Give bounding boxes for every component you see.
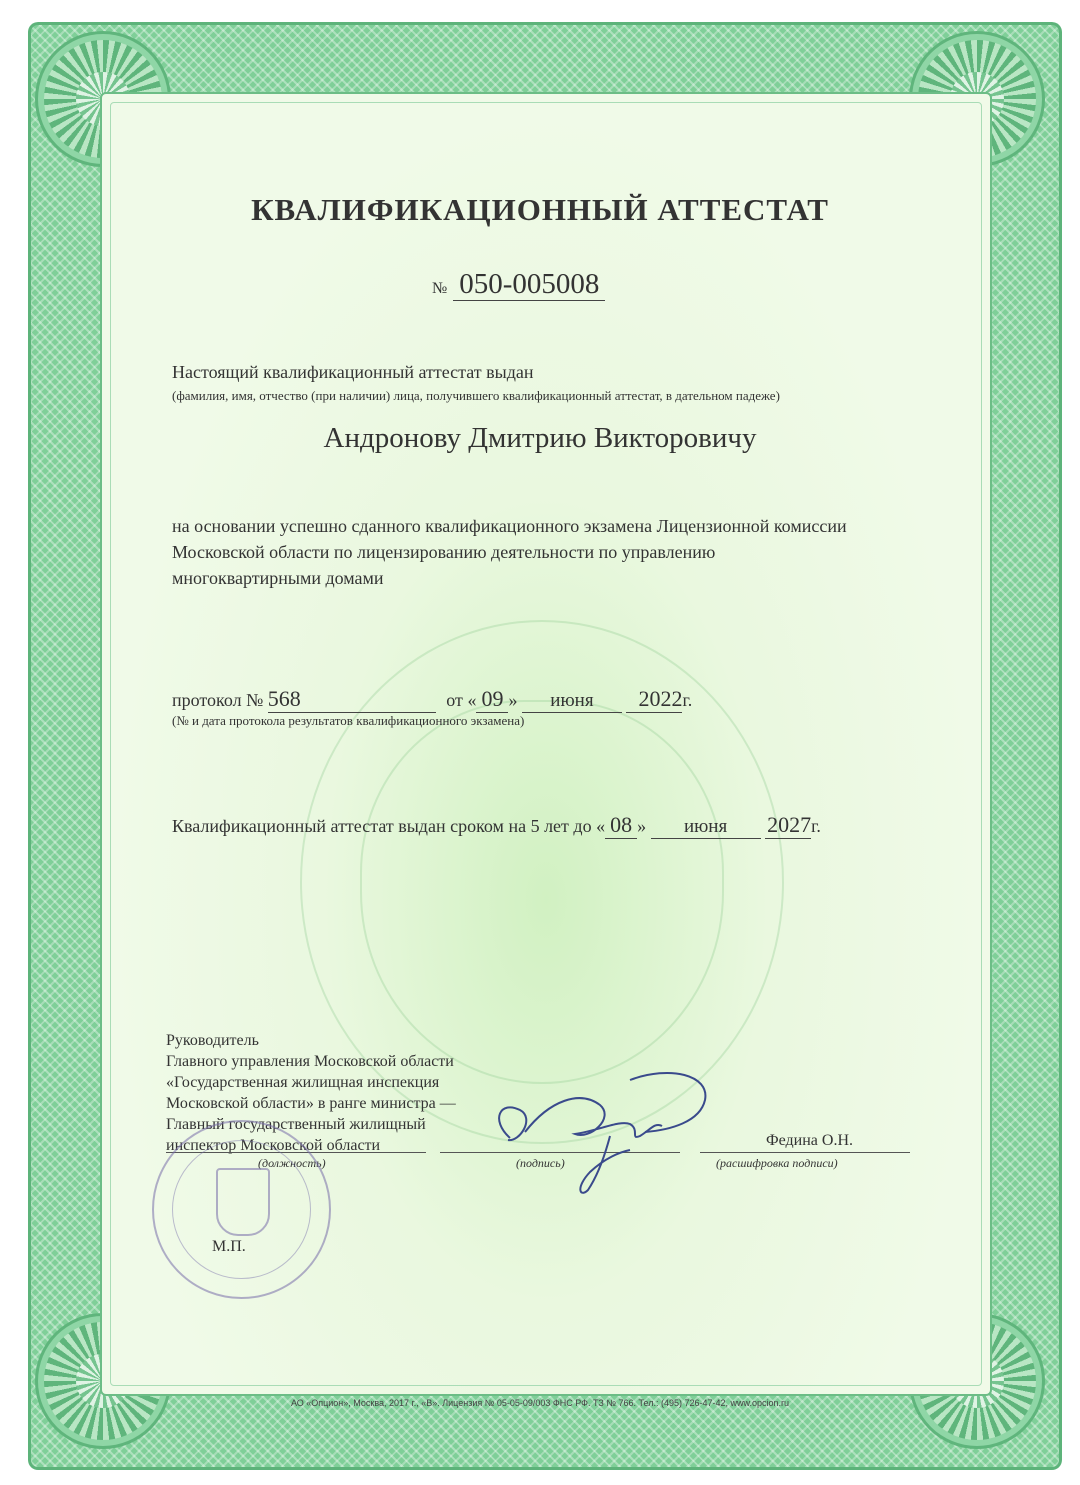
basis-line-2: Московской области по лицензированию деятельности по управлению — [172, 542, 716, 562]
protocol-label: протокол — [172, 690, 242, 710]
signatory-line-2: Главного управления Московской области — [166, 1053, 454, 1070]
protocol-number: 568 — [268, 686, 436, 713]
certificate-number — [432, 268, 605, 301]
signatory-line-3: «Государственная жилищная инспекция — [166, 1074, 440, 1091]
number-sign: № — [432, 280, 448, 297]
validity-years: 5 — [530, 816, 540, 836]
issued-text: Настоящий квалификационный аттестат выдан — [172, 362, 534, 382]
validity-month: июня — [651, 816, 761, 839]
validity-line — [172, 812, 821, 839]
signatory-line-6: инспектор Московской области — [166, 1137, 381, 1154]
signatory-name: Федина О.Н. — [766, 1132, 854, 1149]
guilloche-pattern — [360, 700, 724, 1084]
document-title: КВАЛИФИКАЦИОННЫЙ АТТЕСТАТ — [251, 192, 829, 227]
recipient-name: Андронову Дмитрию Викторовичу — [323, 422, 757, 454]
certificate-number-value: 050-005008 — [453, 268, 605, 301]
validity-until: лет до — [544, 816, 592, 836]
coat-of-arms-icon — [216, 1168, 270, 1236]
quote-close: » — [637, 816, 647, 836]
position-caption: (должность) — [258, 1156, 326, 1170]
official-seal — [152, 1120, 331, 1299]
validity-day: 08 — [605, 812, 637, 839]
signatory-line-1: Руководитель — [166, 1032, 259, 1049]
quote-close: » — [508, 690, 518, 710]
seal-label: М.П. — [212, 1238, 246, 1255]
validity-year: 2027 — [767, 812, 812, 837]
protocol-day: 09 — [476, 686, 508, 713]
protocol-year-suffix: г. — [682, 690, 693, 710]
basis-line-3: многоквартирными домами — [172, 568, 384, 588]
quote-open: « — [467, 690, 477, 710]
validity-text: Квалификационный аттестат выдан сроком на — [172, 816, 527, 836]
issued-hint: (фамилия, имя, отчество (при наличии) лица, получившего квалификационный аттестат, в дательном падеже) — [172, 388, 780, 403]
protocol-from: от — [446, 690, 463, 710]
signatory-line-5: Главный государственный жилищный — [166, 1116, 426, 1133]
decode-caption: (расшифровка подписи) — [716, 1156, 838, 1170]
printer-footer: АО «Опцион», Москва, 2017 г., «В». Лицензия № 05-05-09/003 ФНС РФ. ТЗ № 766. Тел.: (495) 726-47-42, www.opcion.ru — [290, 1398, 790, 1408]
decode-underline — [700, 1152, 910, 1153]
signature-caption: (подпись) — [516, 1156, 565, 1170]
protocol-line — [172, 686, 692, 713]
protocol-year: 2022 — [626, 686, 682, 713]
validity-year-suffix: г. — [811, 816, 821, 836]
quote-open: « — [596, 816, 606, 836]
protocol-hint: (№ и дата протокола результатов квалификационного экзамена) — [172, 713, 525, 728]
signatory-line-4: Московской области» в ранге министра — — [166, 1095, 456, 1112]
basis-line-1: на основании успешно сданного квалификационного экзамена Лицензионной комиссии — [172, 516, 847, 536]
handwritten-signature — [480, 1060, 730, 1200]
protocol-month: июня — [522, 690, 622, 713]
protocol-number-sign: № — [246, 690, 264, 710]
